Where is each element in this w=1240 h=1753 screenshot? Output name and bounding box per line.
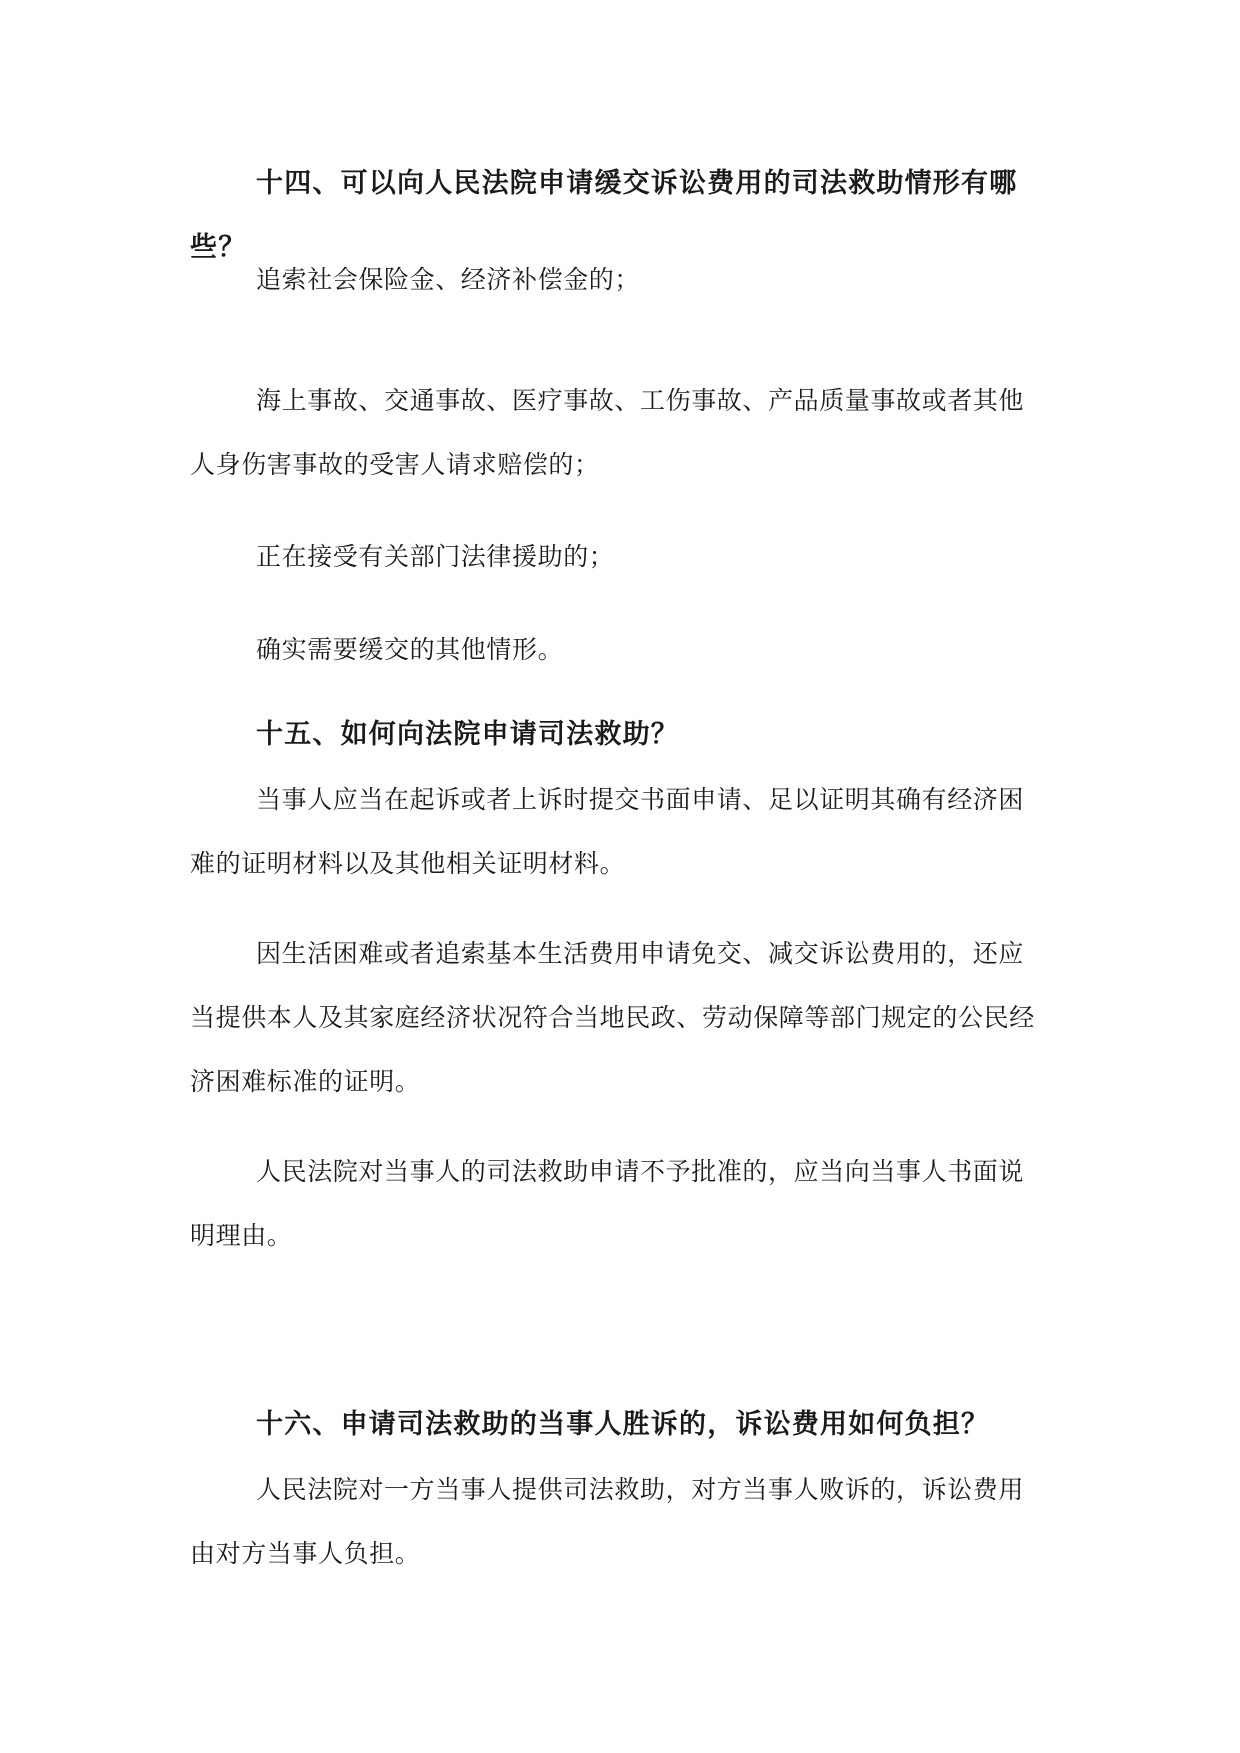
section-14-paragraph-3: 正在接受有关部门法律援助的； [256, 542, 615, 571]
section-14-paragraph-1: 追索社会保险金、经济补偿金的； [256, 265, 641, 294]
section-15-paragraph-2: 因生活困难或者追索基本生活费用申请免交、减交诉讼费用的，还应当提供本人及其家庭经济状况符合当地民政、劳动保障等部门规定的公民经济困难标准的证明。 [190, 939, 1035, 1096]
section-16-heading: 十六、申请司法救助的当事人胜诉的，诉讼费用如何负担？ [256, 1409, 990, 1440]
section-16-paragraph-1: 人民法院对一方当事人提供司法救助，对方当事人败诉的，诉讼费用由对方当事人负担。 [190, 1475, 1025, 1568]
section-15-heading: 十五、如何向法院申请司法救助？ [256, 719, 679, 750]
section-15-paragraph-1: 当事人应当在起诉或者上诉时提交书面申请、足以证明其确有经济困难的证明材料以及其他相关证明材料。 [190, 785, 1025, 878]
section-14-paragraph-2: 海上事故、交通事故、医疗事故、工伤事故、产品质量事故或者其他人身伤害事故的受害人请求赔偿的； [190, 386, 1025, 479]
section-14-paragraph-4: 确实需要缓交的其他情形。 [256, 635, 564, 664]
section-14-heading: 十四、可以向人民法院申请缓交诉讼费用的司法救助情形有哪些？ [190, 168, 1018, 263]
section-15-paragraph-3: 人民法院对当事人的司法救助申请不予批准的，应当向当事人书面说明理由。 [190, 1157, 1025, 1250]
